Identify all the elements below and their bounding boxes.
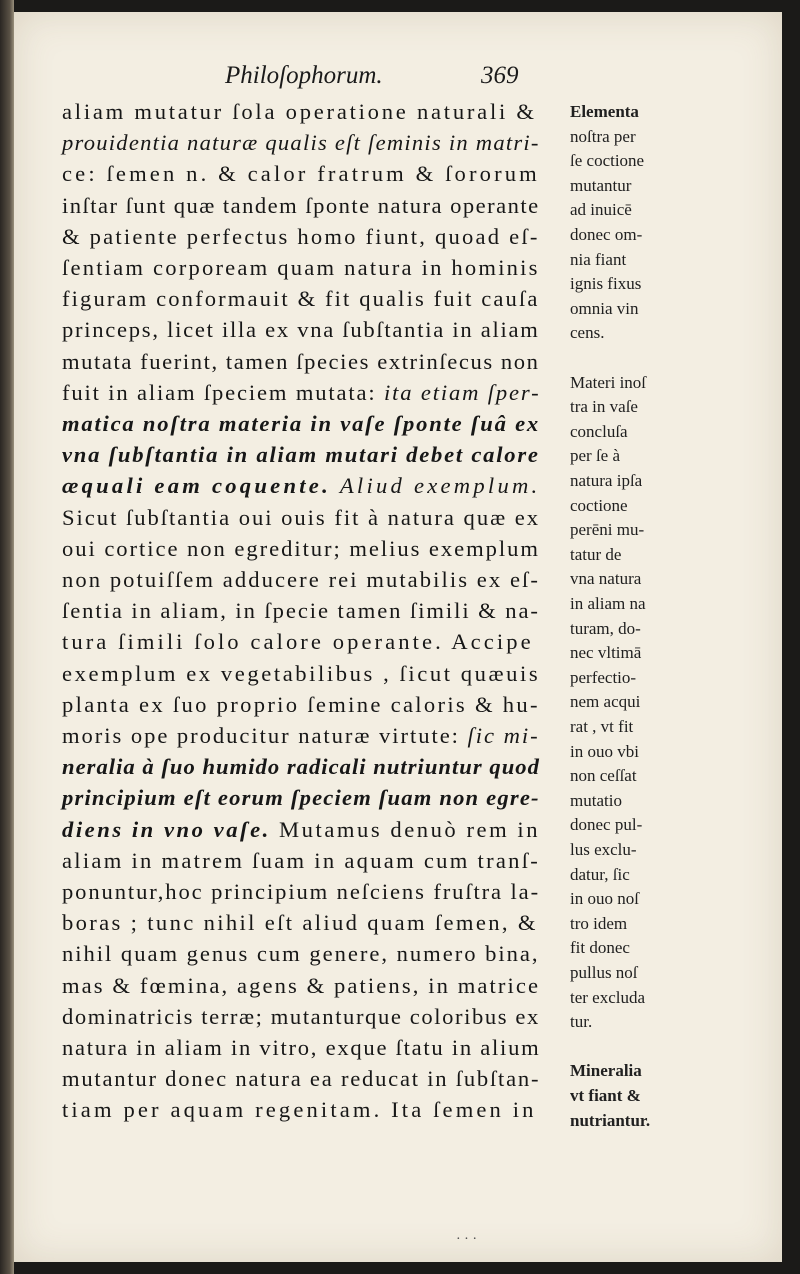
margin-note-line [570,813,642,837]
text-line [62,658,540,690]
margin-note-line [570,395,638,419]
margin-note-line-segment: noſtra per [570,126,636,146]
text-line [62,876,540,908]
margin-note-line [570,838,637,862]
margin-note-line-segment: perfectio- [570,667,637,687]
margin-note-line-segment: Mineralia [570,1061,642,1081]
margin-note-line-segment: in aliam na [570,594,646,613]
text-line [62,1001,540,1033]
margin-note-line [570,617,641,641]
text-line-segment: fuit in aliam ſpeciem mutata: [62,379,384,405]
text-line [62,314,540,346]
text-line-segment: natura in aliam in vitro, exque ſtatu in alium [62,1035,541,1060]
page-number: 369 [481,62,519,89]
margin-note-line-segment: tra in vaſe [570,397,638,417]
margin-note-line-segment: nutriantur. [570,1110,651,1130]
text-line-segment: tura ſimili ſolo calore operante. Accipe [62,629,534,655]
text-line-segment: matica noſtra materia in vaſe ſponte ſuâ ex [62,411,541,436]
margin-note-line [570,1084,641,1108]
text-line-segment: Sicut ſubſtantia oui ouis fit à natura quæ ex [62,504,541,530]
margin-note-line-segment: Elementa [570,102,639,121]
text-line [62,439,540,471]
text-line-segment: aliam mutatur ſola operatione naturali & [62,99,537,124]
margin-note-line [570,1010,592,1034]
text-line-segment: mas & fœmina, agens & patiens, in matrice [62,972,541,998]
margin-note-line-segment: in ouo vbi [570,741,639,761]
text-line [62,595,540,627]
margin-note-line-segment: omnia vin [570,298,639,318]
text-line-segment: aliam in matrem ſuam in aquam cum tranſ- [62,847,541,873]
margin-note-line [570,444,620,468]
margin-note-line [570,469,642,493]
margin-note-line-segment: pullus noſ [570,963,638,982]
text-line [62,1032,540,1064]
text-line-segment: neralia à ſuo humido radicali nutriuntur quod [62,754,540,780]
text-line-segment: mutantur donec natura ea reducat in ſubſtan- [62,1066,541,1092]
text-line [62,190,540,222]
text-line [62,564,540,596]
margin-note-line [570,321,604,345]
margin-note-line-segment: non ceſſat [570,766,637,786]
text-line [62,626,534,658]
running-head: Philoſophorum. [225,62,383,89]
text-line-segment: Aliud exemplum. [339,473,541,499]
margin-note-line [570,272,641,296]
margin-note-line [570,641,641,665]
main-text-column [62,96,542,1126]
margin-note-line [570,1059,642,1083]
margin-note-line [570,494,628,518]
margin-note-line [570,936,630,960]
text-line-segment: principium eſt eorum ſpeciem ſuam non egre- [62,785,540,811]
margin-note-line-segment: Materi inoſ [570,372,647,392]
margin-note-line-segment: mutatio [570,790,622,810]
margin-note-line-segment: vt fiant & [570,1086,641,1105]
text-line [62,782,540,814]
margin-note-line [570,125,636,149]
text-line [62,96,537,128]
margin-note-line [570,789,622,813]
text-line-segment: moris ope producitur naturæ virtute: [62,723,468,748]
margin-note-line-segment: perēni mu- [570,520,645,540]
margin-note-line-segment: fit donec [570,938,630,958]
margin-note-line-segment: rat , vt fit [570,717,634,736]
text-line [62,283,540,315]
text-line-segment: tiam per aquam regenitam. Ita ſemen in [62,1097,537,1123]
text-line-segment: exemplum ex vegetabilibus , ſicut quæuis [62,660,541,686]
margin-note-line-segment: per ſe à [570,446,621,466]
text-line-segment: nihil quam genus cum genere, numero bina, [62,941,540,967]
book-spine-edge [0,0,14,1274]
margin-note-line [570,912,627,936]
text-line [62,751,540,783]
text-line-segment: diens in vno vaſe. [62,816,271,842]
text-line [62,408,540,440]
text-line [62,907,538,939]
margin-note-line [570,740,639,764]
margin-note-line-segment: mutantur [570,175,632,195]
text-line [62,221,540,253]
text-line-segment: Mutamus denuò rem in [270,816,541,842]
text-line [62,1094,537,1126]
text-line-segment: ita etiam ſper- [383,379,541,405]
text-line-segment: ponuntur,hoc principium neſciens fruſtra la- [62,879,540,904]
margin-note-line [570,715,633,739]
margin-note-line-segment: datur, ſic [570,864,630,884]
margin-note-line-segment: vna natura [570,569,642,589]
margin-note-line-segment: ignis fixus [570,274,642,294]
text-line [62,845,540,877]
margin-note-line [570,690,640,714]
margin-note-line [570,100,639,124]
margin-note-line-segment: in ouo noſ [570,889,639,909]
margin-note-line-segment: nec vltimā [570,643,642,663]
text-line-segment: & patiente perfectus homo fiunt, quoad eſ- [62,223,540,249]
margin-note-line-segment: cens. [570,323,605,343]
margin-note-line [570,420,628,444]
margin-note-line [570,174,631,198]
margin-note-line [570,223,642,247]
text-line [62,502,540,534]
footer-mark: · · · [456,1232,477,1247]
text-line [62,814,540,846]
margin-note-line-segment: nia fiant [570,249,627,269]
margin-note-line [570,371,646,395]
margin-note-line-segment: tatur de [570,544,622,564]
margin-note-line [570,149,644,173]
text-line-segment: prouidentia naturæ qualis eſt ſeminis in matri- [62,130,540,156]
margin-note-line-segment: tur. [570,1012,593,1032]
margin-note-line-segment: lus exclu- [570,840,637,859]
margin-note-line-segment: ſe coctione [570,151,645,171]
text-line-segment: princeps, licet illa ex vna ſubſtantia in aliam [62,317,540,343]
margin-note-line-segment: concluſa [570,421,628,441]
margin-note-line-segment: tro idem [570,913,628,933]
text-line-segment: oui cortice non egreditur; melius exemplum [62,535,540,561]
text-line-segment: æquali eam coquente. [62,473,340,499]
margin-note-line [570,248,626,272]
text-line [62,346,540,378]
margin-note-line [570,518,644,542]
margin-note-line [570,297,638,321]
text-line-segment: planta ex ſuo proprio ſemine caloris & hu- [62,691,540,717]
text-line [62,1063,540,1095]
margin-note-line [570,961,638,985]
margin-note-line [570,567,641,591]
text-line-segment: ſic mi- [467,723,540,748]
text-line [62,689,540,721]
margin-note-line [570,764,637,788]
text-line-segment: boras ; tunc nihil eſt aliud quam ſemen, & [62,910,538,936]
text-line [62,938,540,970]
text-line [62,470,540,502]
text-line [62,377,540,409]
text-line [62,720,540,752]
text-line-segment: vna ſubſtantia in aliam mutari debet calore [62,442,540,468]
margin-note-line [570,543,621,567]
text-line [62,127,540,159]
margin-note-line-segment: ad inuicē [570,200,632,220]
margin-note-line [570,986,645,1010]
margin-note-line [570,666,636,690]
text-line-segment: ce: ſemen n. & calor fratrum & ſororum [62,161,540,187]
margin-note-line [570,863,630,887]
text-line [62,533,540,565]
margin-note-line-segment: donec om- [570,225,643,244]
marginal-notes [570,100,770,1180]
margin-note-line-segment: donec pul- [570,815,643,835]
margin-note-line [570,1109,650,1133]
text-line-segment: inſtar ſunt quæ tandem ſponte natura operante [62,192,540,218]
margin-note-line-segment: ter excluda [570,987,646,1007]
text-line [62,158,540,190]
margin-note-line-segment: nem acqui [570,692,641,712]
text-line-segment: ſentia in aliam, in ſpecie tamen ſimili & na- [62,598,540,624]
margin-note-line [570,198,632,222]
margin-note-line-segment: natura ipſa [570,471,643,490]
margin-note-line [570,592,646,616]
margin-note-line [570,887,639,911]
text-line [62,970,540,1002]
text-line-segment: non potuiſſem adducere rei mutabilis ex eſ- [62,567,540,592]
text-line [62,252,540,284]
text-line-segment: mutata fuerint, tamen ſpecies extrinſecus non [62,348,540,374]
margin-note-line-segment: coctione [570,495,628,515]
text-line-segment: figuram conformauit & fit qualis fuit cauſa [62,286,540,312]
text-line-segment: ſentiam corpoream quam natura in hominis [62,255,540,280]
margin-note-line-segment: turam, do- [570,618,641,638]
text-line-segment: dominatricis terræ; mutanturque coloribus ex [62,1003,540,1029]
